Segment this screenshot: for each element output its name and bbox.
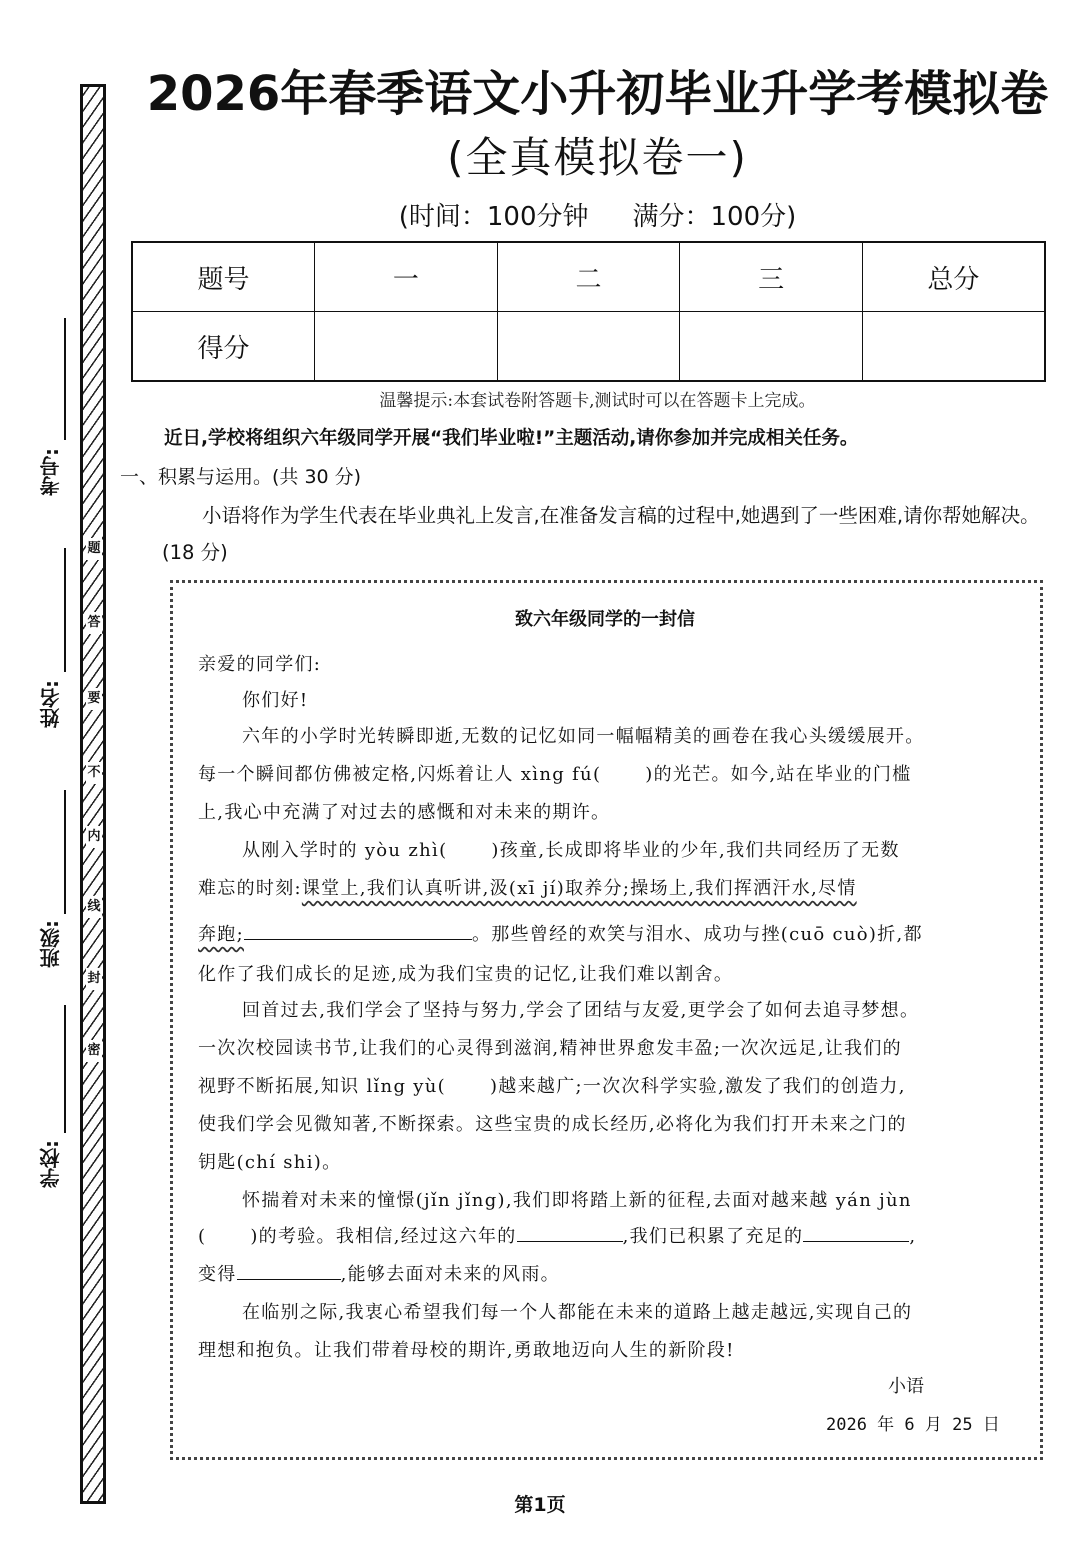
letter-line: 一次次校园读书节,让我们的心灵得到滋润,精神世界愈发丰盈;一次次远足,让我们的 xyxy=(198,1038,902,1059)
table-cell: 总分 xyxy=(862,242,1045,312)
exam-title: 2026年春季语文小升初毕业升学考模拟卷 xyxy=(146,66,1049,122)
text-span: 每一个瞬间都仿佛被定格,闪烁着让人 xìng fú( xyxy=(198,764,602,785)
seal-char: 题 xyxy=(86,538,102,560)
fill-blank[interactable] xyxy=(237,1261,341,1280)
task-text: 小语将作为学生代表在毕业典礼上发言,在准备发言稿的过程中,她遇到了一些困难,请你帮她解决。(18 分) xyxy=(162,504,1040,564)
text-span: 变得 xyxy=(198,1264,237,1285)
text-span: )的考验。我相信,经过这六年的 xyxy=(250,1226,517,1247)
score-table xyxy=(131,241,1046,382)
score-cell[interactable] xyxy=(497,312,680,382)
score-cell[interactable] xyxy=(862,312,1045,382)
letter-signature: 小语 xyxy=(888,1376,924,1397)
letter-line xyxy=(242,836,1018,862)
wavy-underlined-text: 奔跑; xyxy=(198,924,244,945)
text-span: ( xyxy=(198,1226,207,1247)
text-span: ,能够去面对未来的风雨。 xyxy=(340,1264,560,1285)
exam-number-line[interactable] xyxy=(64,318,66,440)
seal-char: 密 xyxy=(86,1040,102,1062)
table-cell: 一 xyxy=(315,242,498,312)
letter-line: 钥匙(chí shi)。 xyxy=(198,1152,342,1173)
text-span: 从刚入学时的 yòu zhì( xyxy=(242,840,448,861)
text-span: 难忘的时刻: xyxy=(198,878,302,899)
time-limit: (时间：100分钟 xyxy=(398,202,589,232)
seal-char: 内 xyxy=(86,826,102,848)
seal-char: 答 xyxy=(86,612,102,634)
seal-char: 封 xyxy=(86,968,102,990)
exam-subtitle: (全真模拟卷一) xyxy=(447,133,748,182)
letter-hello: 你们好! xyxy=(242,690,309,711)
section-heading: 一、积累与运用。(共 30 分) xyxy=(120,466,362,488)
school-line[interactable] xyxy=(64,1005,66,1133)
time-info xyxy=(120,196,1075,233)
binding-strip xyxy=(80,84,106,1504)
text-span: )孩童,长成即将毕业的少年,我们共同经历了无数 xyxy=(491,840,900,861)
letter-line: 六年的小学时光转瞬即逝,无数的记忆如同一幅幅精美的画卷在我心头缓缓展开。 xyxy=(242,726,925,747)
fill-blank[interactable] xyxy=(517,1223,623,1242)
class-line[interactable] xyxy=(64,790,66,914)
table-cell: 得分 xyxy=(132,312,315,382)
text-span: )越来越广;一次次科学实验,激发了我们的创造力, xyxy=(489,1076,906,1097)
letter-line: 理想和抱负。让我们带着母校的期许,勇敢地迈向人生的新阶段! xyxy=(198,1340,735,1361)
letter-date: 2026 年 6 月 25 日 xyxy=(826,1415,1000,1435)
exam-number-label: 考号: xyxy=(39,448,63,496)
letter-line: 在临别之际,我衷心希望我们每一个人都能在未来的道路上越走越远,实现自己的 xyxy=(242,1302,913,1323)
letter-line xyxy=(198,760,1018,786)
letter-line xyxy=(198,1072,1018,1098)
letter-title: 致六年级同学的一封信 xyxy=(515,609,695,630)
letter-line: 上,我心中充满了对过去的感慨和对未来的期许。 xyxy=(198,802,611,823)
intro-text: 近日,学校将组织六年级同学开展“我们毕业啦!”主题活动,请你参加并完成相关任务。 xyxy=(164,428,859,449)
fill-blank[interactable] xyxy=(803,1223,909,1242)
score-table-header-row xyxy=(132,242,1045,312)
page-number: 第1页 xyxy=(514,1494,566,1516)
text-span: , xyxy=(909,1226,917,1247)
seal-char: 要 xyxy=(86,688,102,710)
seal-char: 不 xyxy=(86,762,102,784)
letter-line xyxy=(198,1260,1018,1286)
name-label: 姓名: xyxy=(39,680,63,728)
table-cell: 题号 xyxy=(132,242,315,312)
class-label: 班级: xyxy=(39,920,63,968)
text-span: )的光芒。如今,站在毕业的门槛 xyxy=(645,764,912,785)
text-span: 视野不断拓展,知识 lǐng yù( xyxy=(198,1076,446,1097)
score-table-score-row xyxy=(132,312,1045,382)
letter-line xyxy=(198,920,1018,946)
tip-text: 温馨提示:本套试卷附答题卡,测试时可以在答题卡上完成。 xyxy=(379,391,816,411)
letter-line: 化作了我们成长的足迹,成为我们宝贵的记忆,让我们难以割舍。 xyxy=(198,964,734,985)
letter-greeting: 亲爱的同学们: xyxy=(198,654,322,675)
text-span: ,我们已积累了充足的 xyxy=(622,1226,804,1247)
text-span: 。那些曾经的欢笑与泪水、成功与挫(cuō cuò)折,都 xyxy=(471,924,923,945)
wavy-underlined-text: 课堂上,我们认真听讲,汲(xī jí)取养分;操场上,我们挥洒汗水,尽情 xyxy=(301,878,857,899)
fill-blank[interactable] xyxy=(244,921,472,940)
table-cell: 二 xyxy=(497,242,680,312)
letter-line xyxy=(198,1222,1018,1248)
seal-char: 线 xyxy=(86,896,102,918)
score-cell[interactable] xyxy=(680,312,863,382)
letter-line: 使我们学会见微知著,不断探索。这些宝贵的成长经历,必将化为我们打开未来之门的 xyxy=(198,1114,907,1135)
letter-line: 怀揣着对未来的憧憬(jǐn jǐng),我们即将踏上新的征程,去面对越来越 yán jùn xyxy=(242,1190,912,1211)
full-score: 满分：100分) xyxy=(632,202,797,232)
score-cell[interactable] xyxy=(315,312,498,382)
school-label: 学校: xyxy=(39,1140,63,1188)
letter-line: 回首过去,我们学会了坚持与努力,学会了团结与友爱,更学会了如何去追寻梦想。 xyxy=(242,1000,920,1021)
table-cell: 三 xyxy=(680,242,863,312)
letter-line xyxy=(198,874,1018,900)
